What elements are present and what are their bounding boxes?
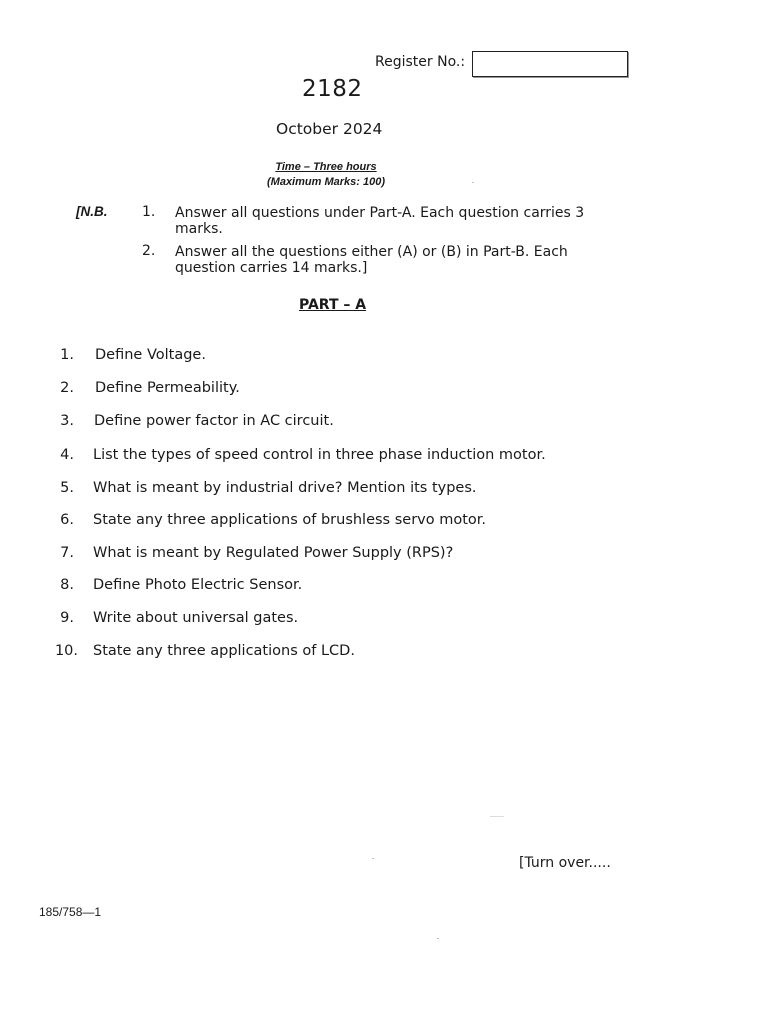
instruction-number: 1.: [142, 204, 156, 220]
question-text: Write about universal gates.: [93, 610, 299, 626]
part-a-heading: PART – A: [299, 297, 367, 313]
paper-code: 2182: [302, 76, 363, 102]
question-number: 4.: [60, 447, 74, 463]
maximum-marks: (Maximum Marks: 100): [267, 176, 385, 188]
question-number: 2.: [60, 380, 74, 396]
question-number: 5.: [60, 480, 74, 496]
scan-speck: [372, 858, 374, 859]
instruction-text: Answer all the questions either (A) or (B) in Part-B. Each question carries 14 marks.]: [175, 244, 568, 276]
question-text: Define Photo Electric Sensor.: [93, 577, 303, 593]
scan-speck: [490, 816, 504, 817]
question-text: State any three applications of LCD.: [93, 643, 355, 659]
question-text: List the types of speed control in three phase induction motor.: [93, 447, 546, 463]
question-text: State any three applications of brushless servo motor.: [93, 512, 487, 528]
question-number: 7.: [60, 545, 74, 561]
question-text: What is meant by industrial drive? Mention its types.: [93, 480, 477, 496]
instruction-text: Answer all questions under Part-A. Each question carries 3 marks.: [175, 205, 585, 237]
scan-speck: [437, 938, 439, 939]
question-number: 9.: [60, 610, 74, 626]
register-number-label: Register No.:: [375, 54, 466, 70]
question-number: 3.: [60, 413, 74, 429]
time-allowed: Time – Three hours: [275, 161, 377, 173]
question-text: What is meant by Regulated Power Supply (RPS)?: [93, 545, 454, 561]
scan-speck: [472, 182, 474, 183]
question-text: Define Voltage.: [95, 347, 206, 363]
question-number: 6.: [60, 512, 74, 528]
footer-code: 185/758—1: [39, 905, 102, 919]
register-number-box: [472, 51, 628, 77]
nota-bene-label: [N.B.: [76, 204, 108, 219]
exam-date: October 2024: [276, 120, 383, 138]
instruction-number: 2.: [142, 243, 156, 259]
question-text: Define power factor in AC circuit.: [94, 413, 334, 429]
turn-over-note: [Turn over.....: [519, 855, 611, 871]
question-text: Define Permeability.: [95, 380, 240, 396]
question-number: 1.: [60, 347, 74, 363]
question-number: 8.: [60, 577, 74, 593]
question-number: 10.: [54, 643, 78, 659]
